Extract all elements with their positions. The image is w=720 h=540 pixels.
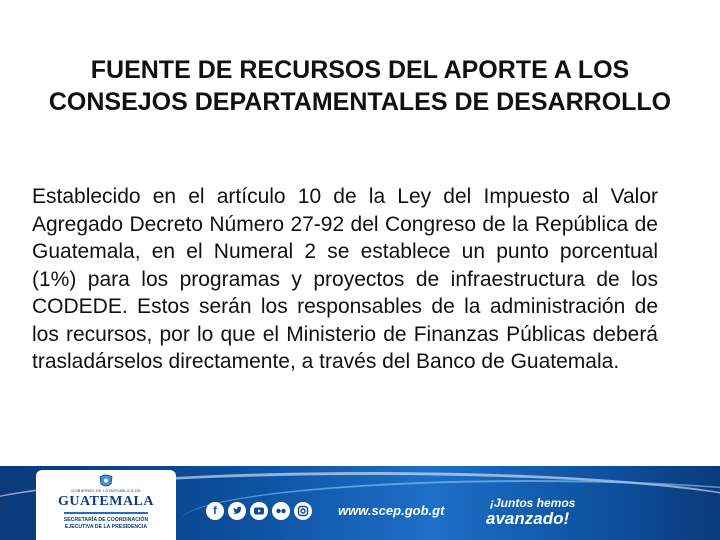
logo-subtitle-line: SECRETARÍA DE COORDINACIÓN bbox=[63, 517, 149, 523]
website-link[interactable]: www.scep.gob.gt bbox=[338, 503, 445, 518]
facebook-icon[interactable]: f bbox=[206, 502, 224, 520]
slide-title: FUENTE DE RECURSOS DEL APORTE A LOS CONSEJOS DEPARTAMENTALES DE DESARROLLO bbox=[48, 56, 672, 116]
logo-subtitle bbox=[46, 517, 166, 531]
slogan-line-1: ¡Juntos hemos bbox=[490, 496, 576, 510]
social-icons bbox=[206, 502, 312, 520]
guatemala-logo bbox=[36, 470, 176, 540]
coat-of-arms-icon bbox=[98, 474, 114, 488]
instagram-icon[interactable] bbox=[294, 502, 312, 520]
logo-divider bbox=[64, 512, 148, 514]
youtube-icon[interactable] bbox=[250, 502, 268, 520]
twitter-icon[interactable] bbox=[228, 502, 246, 520]
logo-top-text: GOBIERNO DE LA REPÚBLICA DE bbox=[71, 488, 141, 493]
logo-subtitle-line: EJECUTIVA DE LA PRESIDENCIA bbox=[64, 524, 148, 530]
logo-name: GUATEMALA bbox=[57, 494, 155, 509]
flickr-icon[interactable] bbox=[272, 502, 290, 520]
slide-body-text: Establecido en el artículo 10 de la Ley del Impuesto al Valor Agregado Decreto Número 27-92 del Congreso de la República de Guatemala, en el Numeral 2 se establece un punto porcentual (1%) para los programas y proyectos de infraestructura de los CODEDE. Estos serán los responsables de la administración de los recursos, por lo que el Ministerio de Finanzas Públicas deberá trasladárselos directamente, a través del Banco de Guatemala. bbox=[32, 185, 658, 373]
slogan-line-2: avanzado! bbox=[486, 509, 570, 528]
